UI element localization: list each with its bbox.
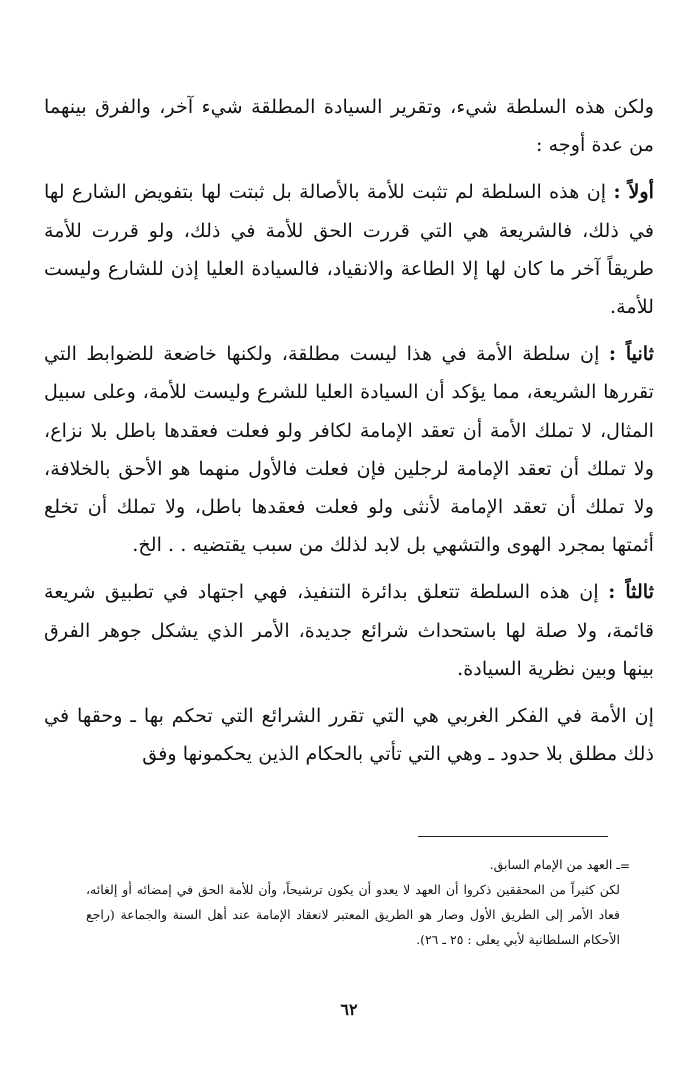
paragraph-intro-text: ولكن هذه السلطة شيء، وتقرير السيادة المطلقة شيء آخر، والفرق بينهما من عدة أوجه : (44, 95, 654, 157)
second-point-text: إن سلطة الأمة في هذا ليست مطلقة، ولكنها خاضعة للضوابط التي تقررها الشريعة، مما يؤكد أن السيادة العليا للشرع وليست للأمة، وعلى سبيل المثال، لا تملك الأمة أن تعقد الإمامة لكافر ولو فعلت فعقدها باطل بلا نزاع، ولا تملك أن تعقد الإمامة لرجلين فإن فعلت فالأول منهما هو الأحق بالخلافة، ولا تملك أن تعقد الإمامة لأنثى ولو فعلت فعقدها باطل، ولا تملك أن تخلع أئمتها بمجرد الهوى والتشهي بل لابد لذلك من سبب يقتضيه . . الخ. (44, 342, 654, 557)
paragraph-intro (44, 88, 654, 164)
footnote-divider (418, 836, 608, 837)
paragraph-third-point (44, 573, 654, 688)
paragraph-western-thought-text: إن الأمة في الفكر الغربي هي التي تقرر الشرائع التي تحكم بها ـ وحقها في ذلك مطلق بلا حدود ـ وهي التي تأتي بالحكام الذين يحكمونها وفق (44, 704, 654, 766)
third-point-text: إن هذه السلطة تتعلق بدائرة التنفيذ، فهي اجتهاد في تطبيق شريعة قائمة، ولا صلة لها باستحداث شرائع جديدة، الأمر الذي يشكل جوهر الفرق بينها وبين نظرية السيادة. (44, 580, 654, 680)
footnote-line-1: ـ العهد من الإمام السابق. (489, 857, 620, 872)
third-point-lead: ثالثاً : (608, 580, 654, 604)
footnotes (86, 852, 620, 952)
footnote-continuation-mark: = (619, 859, 630, 873)
main-text (44, 88, 654, 773)
paragraph-second-point (44, 335, 654, 564)
footnote-line-2: لكن كثيراً من المحققين ذكروا أن العهد لا يعدو أن يكون ترشيحاً، وأن للأمة الحق في إمضائه أو إلغائه، فعاد الأمر إلى الطريق الأول وصار هو الطريق المعتبر لانعقاد الإمامة عند أهل السنة والجماعة (راجع الأحكام السلطانية لأبي يعلى : ٢٥ ـ ٢٦). (86, 882, 620, 947)
first-point-lead: أولاً : (613, 180, 654, 204)
paragraph-first-point (44, 173, 654, 326)
paragraph-western-thought (44, 697, 654, 773)
second-point-lead: ثانياً : (608, 342, 654, 366)
page-number: ٦٢ (340, 1000, 358, 1019)
first-point-text: إن هذه السلطة لم تثبت للأمة بالأصالة بل ثبتت لها بتفويض الشارع لها في ذلك، فالشريعة هي التي قررت الحق للأمة في ذلك، ولو قررت للأمة طريقاً آخر ما كان لها إلا الطاعة والانقياد، فالسيادة العليا إذن للشارع وليست للأمة. (44, 180, 654, 319)
